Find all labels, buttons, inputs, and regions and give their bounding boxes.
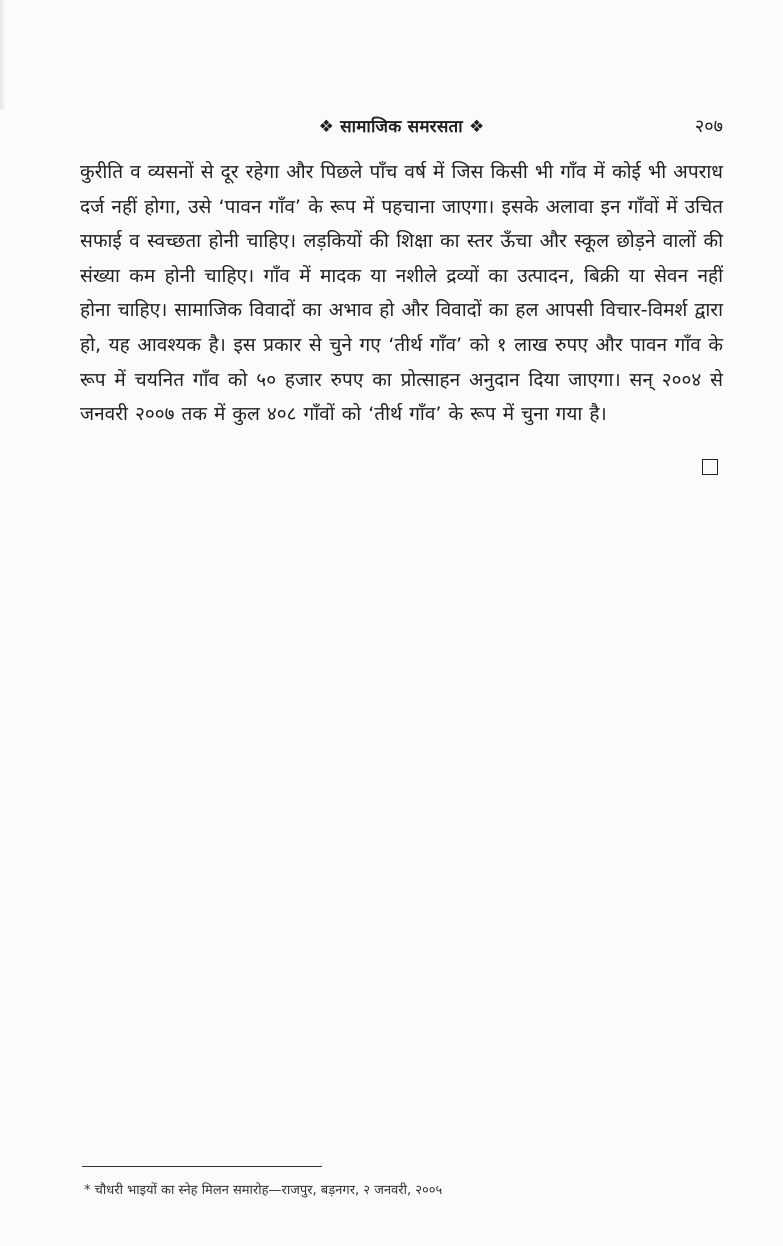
footnote-text: * चौधरी भाइयों का स्नेह मिलन समारोह—राजपुर, बड़नगर, २ जनवरी, २००५ <box>84 1183 443 1198</box>
footnote-divider <box>82 1166 322 1167</box>
page-edge-shadow <box>0 0 6 110</box>
body-paragraph: कुरीति व व्यसनों से दूर रहेगा और पिछले पाँच वर्ष में जिस किसी भी गाँव में कोई भी अपराध दर्ज नहीं होगा, उसे ‘पावन गाँव’ के रूप में पहचाना जाएगा। इसके अलावा इन गाँवों में उचित सफाई व स्वच्छता होनी चाहिए। लड़कियों की शिक्षा का स्तर ऊँचा और स्कूल छोड़ने वालों की संख्या कम होनी चाहिए। गाँव में मादक या नशीले द्रव्यों का उत्पादन, बिक्री या सेवन नहीं होना चाहिए। सामाजिक विवादों का अभाव हो और विवादों का हल आपसी विचार-विमर्श द्वारा हो, यह आवश्यक है। इस प्रकार से चुने गए ‘तीर्थ गाँव’ को १ लाख रुपए और पावन गाँव के रूप में चयनित गाँव को ५० हजार रुपए का प्रोत्साहन अनुदान दिया जाएगा। सन् २००४ से जनवरी २००७ तक में कुल ४०८ गाँवों को ‘तीर्थ गाँव’ के रूप में चुना गया है। <box>80 161 723 426</box>
running-header <box>80 112 723 142</box>
end-of-section-box-icon <box>702 459 718 475</box>
page-number: २०७ <box>694 116 723 137</box>
running-title: ❖ सामाजिक समरसता ❖ <box>318 117 485 137</box>
